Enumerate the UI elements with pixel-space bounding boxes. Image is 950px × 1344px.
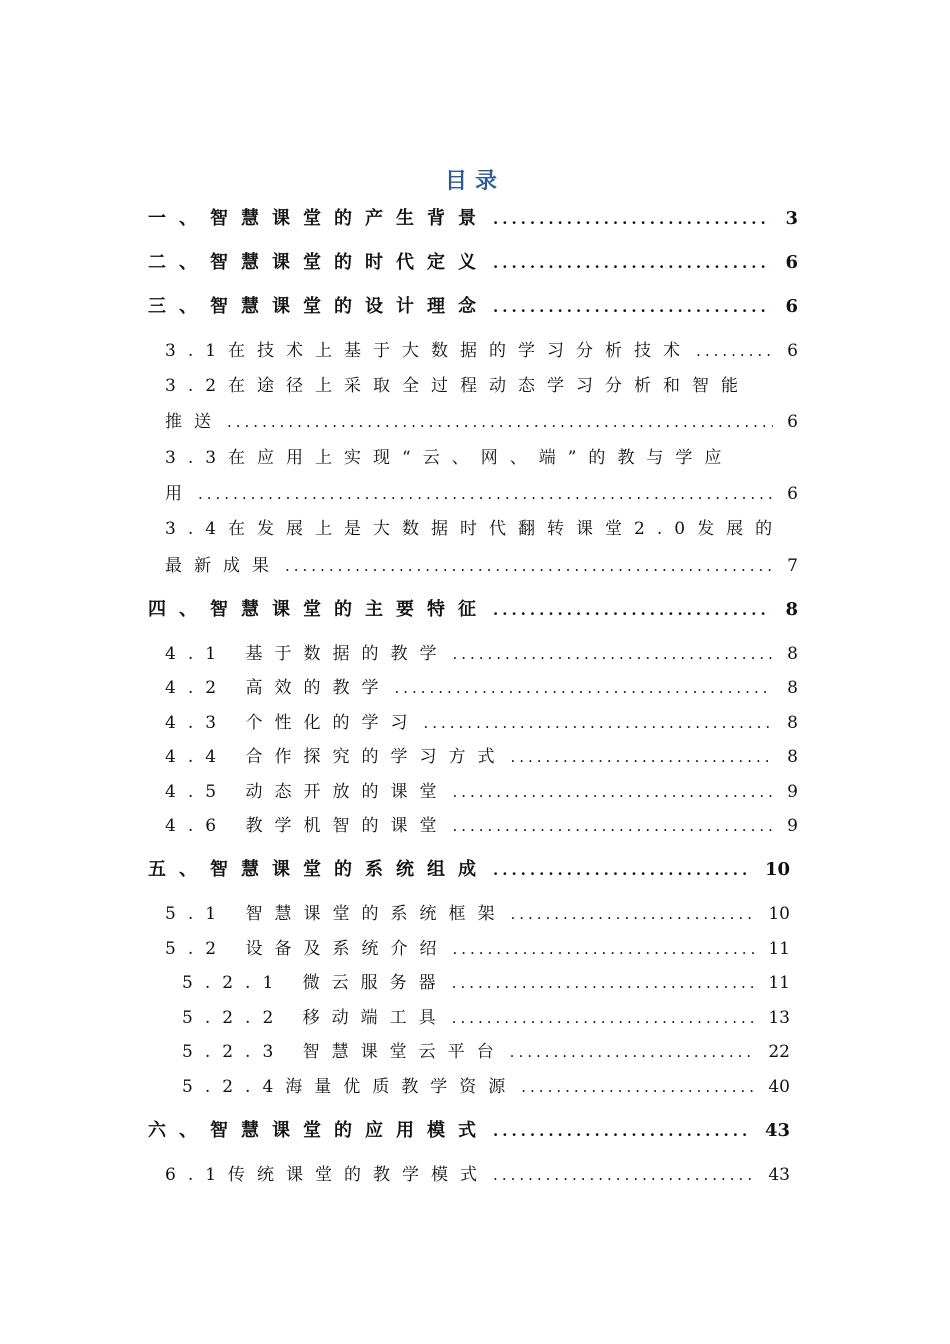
toc-leader-dots <box>423 711 773 735</box>
toc-leader-dots <box>510 1040 755 1064</box>
toc-entry[interactable] <box>148 207 798 231</box>
toc-entry-page: 6 <box>785 296 798 317</box>
toc-leader-dots <box>493 1119 751 1143</box>
toc-entry-text: 四、智慧课堂的主要特征 <box>148 599 489 620</box>
toc-entry-text: 5.2.3 智慧课堂云平台 <box>182 1042 506 1062</box>
toc-entry[interactable] <box>182 1040 790 1064</box>
toc-leader-dots <box>452 642 773 666</box>
toc-entry-page: 6 <box>787 341 798 361</box>
toc-entry-page: 9 <box>787 782 798 802</box>
toc-entry[interactable] <box>165 410 798 434</box>
toc-entry-text-continued: 用 <box>165 484 194 504</box>
toc-entry-text: 4.2 高效的教学 <box>165 678 391 698</box>
toc-entry[interactable] <box>148 251 798 275</box>
toc-entry-text: 5.2.2 移动端工具 <box>182 1008 448 1028</box>
toc-entry-text: 4.5 动态开放的课堂 <box>165 782 449 802</box>
toc-entry-page: 6 <box>787 412 798 432</box>
toc-leader-dots <box>452 780 773 804</box>
toc-entry-page: 9 <box>787 816 798 836</box>
toc-entry-page: 8 <box>785 599 798 620</box>
toc-entry-page: 8 <box>787 713 798 733</box>
toc-leader-dots <box>493 295 771 319</box>
toc-entry-text: 4.3 个性化的学习 <box>165 713 420 733</box>
toc-entry-text: 4.6 教学机智的课堂 <box>165 816 449 836</box>
toc-leader-dots <box>452 814 773 838</box>
toc-leader-dots <box>493 598 771 622</box>
toc-entry-text: 三、智慧课堂的设计理念 <box>148 296 489 317</box>
toc-title: 目录 <box>444 168 505 194</box>
toc-entry-text[interactable]: 3.2在途径上采取全过程动态学习分析和智能 <box>165 376 751 396</box>
toc-entry[interactable] <box>182 971 790 995</box>
toc-entry[interactable] <box>148 858 790 882</box>
toc-entry[interactable] <box>182 1006 790 1030</box>
toc-entry-page: 40 <box>768 1077 790 1097</box>
toc-entry-page: 10 <box>764 859 790 880</box>
toc-leader-dots <box>452 937 754 961</box>
toc-entry[interactable] <box>148 598 798 622</box>
toc-entry-text: 5.2.1 微云服务器 <box>182 973 448 993</box>
toc-leader-dots <box>227 410 773 434</box>
toc-leader-dots <box>696 339 773 363</box>
toc-entry-text: 5.1 智慧课堂的系统框架 <box>165 904 507 924</box>
toc-entry-page: 43 <box>764 1120 790 1141</box>
toc-entry-text: 五、智慧课堂的系统组成 <box>148 859 489 880</box>
toc-entry[interactable] <box>165 482 798 506</box>
toc-entry-page: 3 <box>785 208 798 229</box>
toc-entry[interactable] <box>165 339 798 363</box>
toc-entry-page: 13 <box>768 1008 790 1028</box>
toc-entry-text[interactable]: 3.3在应用上实现“云、网、端”的教与学应 <box>165 448 734 468</box>
toc-entry-page: 8 <box>787 644 798 664</box>
toc-entry[interactable] <box>165 642 798 666</box>
toc-entry-page: 8 <box>787 678 798 698</box>
toc-entry-page: 22 <box>768 1042 790 1062</box>
toc-entry[interactable] <box>148 295 798 319</box>
toc-entry[interactable] <box>165 554 798 578</box>
toc-entry-text-continued: 推送 <box>165 412 223 432</box>
toc-entry-page: 6 <box>787 484 798 504</box>
toc-entry-text: 4.1 基于数据的教学 <box>165 644 449 664</box>
toc-entry[interactable] <box>182 1075 790 1099</box>
toc-entry-text: 六、智慧课堂的应用模式 <box>148 1120 489 1141</box>
toc-leader-dots <box>493 251 771 275</box>
toc-entry[interactable] <box>165 937 790 961</box>
toc-entry[interactable] <box>165 814 798 838</box>
toc-entry-page: 11 <box>768 973 790 993</box>
toc-leader-dots <box>521 1075 754 1099</box>
toc-leader-dots <box>198 482 773 506</box>
toc-entry-page: 8 <box>787 747 798 767</box>
toc-entry-text: 5.2 设备及系统介绍 <box>165 939 449 959</box>
toc-entry-page: 43 <box>768 1165 790 1185</box>
toc-entry[interactable] <box>165 676 798 700</box>
toc-leader-dots <box>493 207 771 231</box>
toc-entry[interactable] <box>165 1163 790 1187</box>
toc-leader-dots <box>452 1006 755 1030</box>
toc-entry-page: 11 <box>768 939 790 959</box>
toc-leader-dots <box>493 1163 754 1187</box>
toc-entry-text: 二、智慧课堂的时代定义 <box>148 252 489 273</box>
toc-entry-page: 10 <box>768 904 790 924</box>
toc-leader-dots <box>493 858 751 882</box>
toc-leader-dots <box>394 676 773 700</box>
toc-entry-text: 6.1传统课堂的教学模式 <box>165 1165 490 1185</box>
toc-leader-dots <box>510 745 773 769</box>
toc-entry-text: 3.1在技术上基于大数据的学习分析技术 <box>165 341 693 361</box>
toc-entry[interactable] <box>165 780 798 804</box>
toc-entry-text-continued: 最新成果 <box>165 556 281 576</box>
toc-entry-text: 5.2.4海量优质教学资源 <box>182 1077 518 1097</box>
toc-entry[interactable] <box>165 902 790 926</box>
toc-entry[interactable] <box>165 745 798 769</box>
toc-entry[interactable] <box>165 711 798 735</box>
toc-entry-text: 一、智慧课堂的产生背景 <box>148 208 489 229</box>
toc-leader-dots <box>510 902 754 926</box>
toc-leader-dots <box>452 971 755 995</box>
toc-entry-page: 6 <box>785 252 798 273</box>
toc-entry-text: 4.4 合作探究的学习方式 <box>165 747 507 767</box>
toc-leader-dots <box>285 554 773 578</box>
toc-entry-page: 7 <box>787 556 798 576</box>
toc-entry-text[interactable]: 3.4在发展上是大数据时代翻转课堂2.0发展的 <box>165 519 785 539</box>
toc-entry[interactable] <box>148 1119 790 1143</box>
